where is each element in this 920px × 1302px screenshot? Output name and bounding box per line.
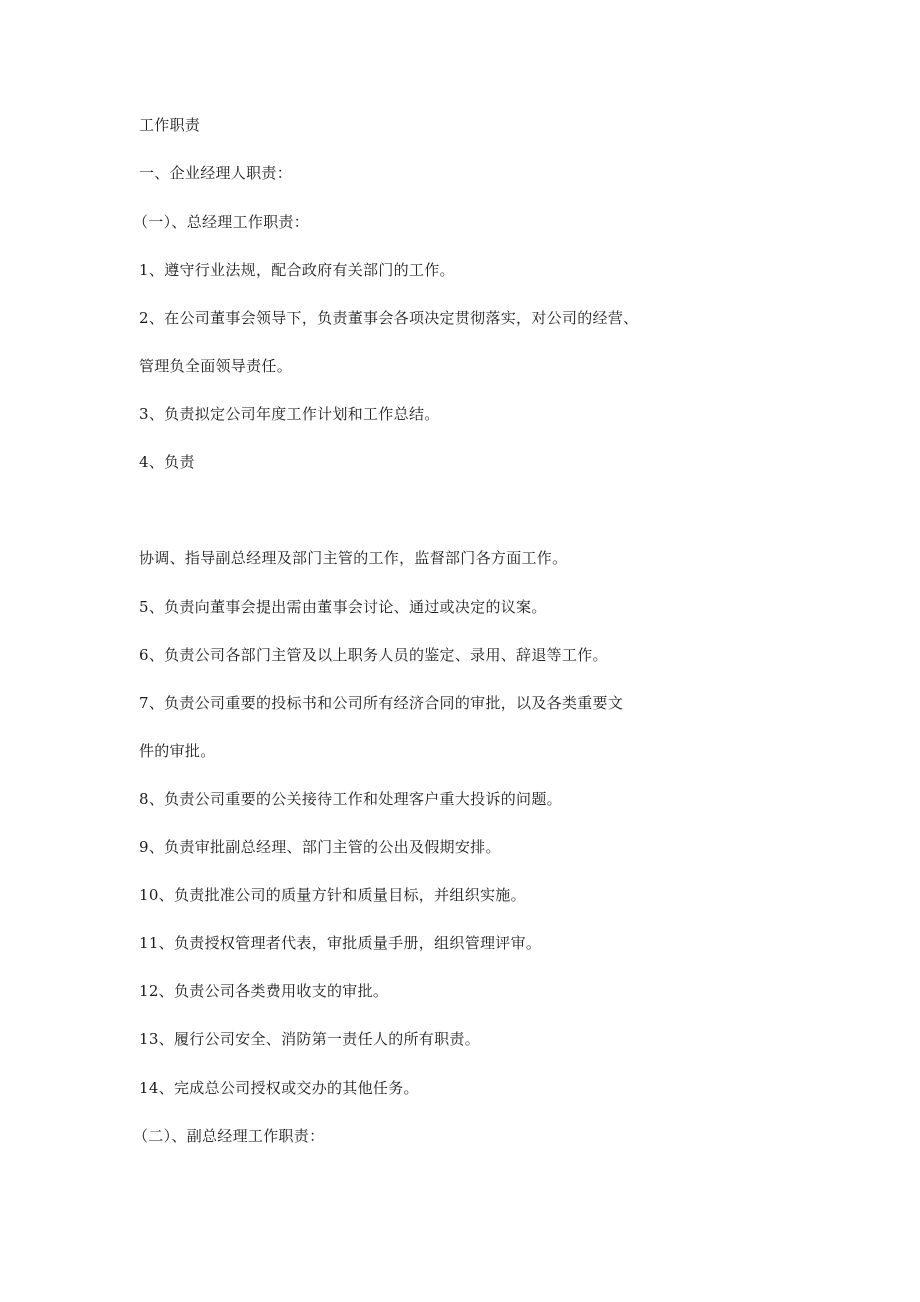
subsection-heading: （二）、副总经理工作职责：	[133, 1127, 325, 1145]
list-item: 9、负责审批副总经理、部门主管的公出及假期安排。	[139, 838, 501, 856]
list-item: 5、负责向董事会提出需由董事会讨论、通过或决定的议案。	[139, 598, 547, 616]
list-item: 管理负全面领导责任。	[139, 357, 293, 375]
list-item: 8、负责公司重要的公关接待工作和处理客户重大投诉的问题。	[139, 790, 562, 808]
list-item: 6、负责公司各部门主管及以上职务人员的鉴定、录用、辞退等工作。	[139, 646, 608, 664]
document-title: 工作职责	[139, 116, 201, 134]
list-item: 12、负责公司各类费用收支的审批。	[139, 982, 389, 1000]
list-item: 件的审批。	[139, 742, 216, 760]
list-item: 13、履行公司安全、消防第一责任人的所有职责。	[139, 1030, 480, 1048]
section-heading: 一、企业经理人职责：	[139, 164, 293, 182]
list-item: 4、负责	[139, 453, 195, 471]
list-item: 14、完成总公司授权或交办的其他任务。	[139, 1079, 419, 1097]
list-item: 11、负责授权管理者代表，审批质量手册，组织管理评审。	[139, 934, 542, 952]
list-item: 协调、指导副总经理及部门主管的工作，监督部门各方面工作。	[139, 549, 568, 567]
subsection-heading: （一）、总经理工作职责：	[133, 213, 310, 231]
list-item: 7、负责公司重要的投标书和公司所有经济合同的审批，以及各类重要文	[139, 694, 624, 712]
list-item: 2、在公司董事会领导下，负责董事会各项决定贯彻落实，对公司的经营、	[139, 309, 639, 327]
list-item: 3、负责拟定公司年度工作计划和工作总结。	[139, 405, 440, 423]
list-item: 1、遵守行业法规，配合政府有关部门的工作。	[139, 261, 455, 279]
list-item: 10、负责批准公司的质量方针和质量目标，并组织实施。	[139, 886, 526, 904]
